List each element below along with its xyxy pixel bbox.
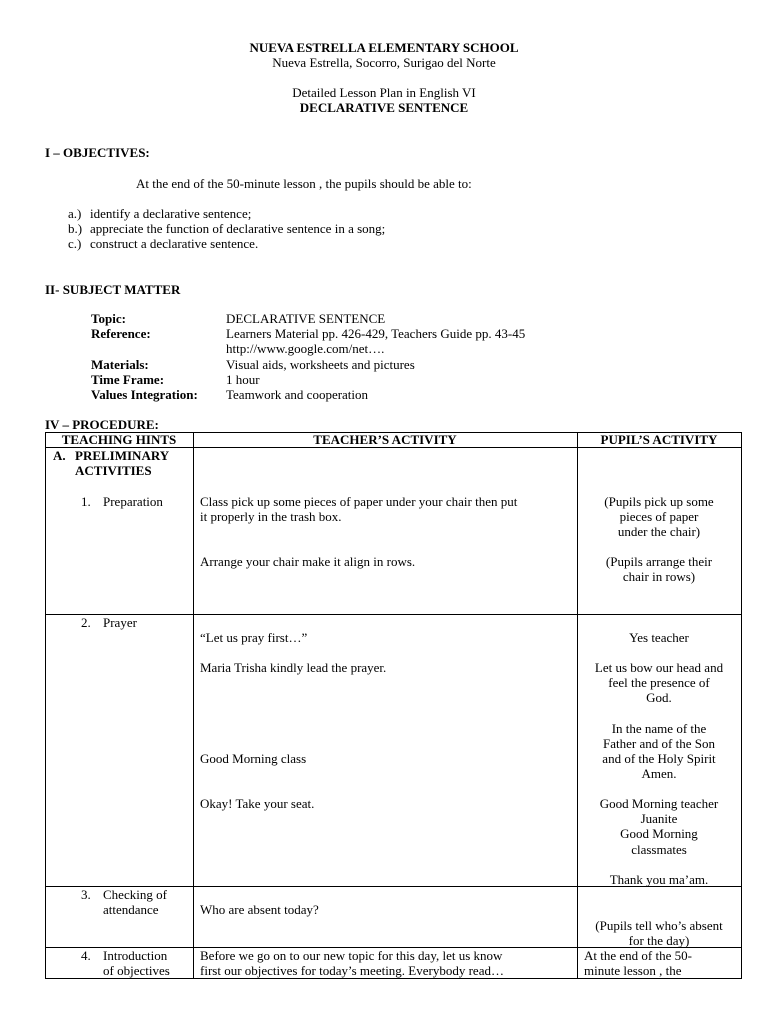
topic-value: DECLARATIVE SENTENCE [226,311,386,326]
pupil-arrange-line1: (Pupils arrange their [605,554,713,569]
hint-attendance-line2: attendance [103,902,159,917]
hint-number-3: 3. [81,887,91,902]
teacher-intro-line1: Before we go on to our new topic for this day, let us know [200,948,503,963]
pupil-prayer-bow-3: God. [646,690,672,705]
pupil-prayer-bow-1: Let us bow our head and [594,660,724,675]
values-integration-value: Teamwork and cooperation [226,387,369,402]
hint-prayer: Prayer [103,615,137,630]
table-border-left [45,432,46,979]
topic-label: Topic: [91,311,126,326]
pupil-greeting-2: Juanite [640,811,678,826]
pupil-attendance-line2: for the day) [628,933,690,948]
pupil-attendance-line1: (Pupils tell who’s absent [595,918,723,933]
pupil-intro-line2: minute lesson , the [584,963,682,978]
column-header-pupils-activity: PUPIL’S ACTIVITY [600,432,718,447]
hint-attendance-line1: Checking of [103,887,167,902]
pupil-greeting-4: classmates [631,842,687,857]
pupil-thank-you: Thank you ma’am. [609,872,709,887]
pupil-prayer-yes: Yes teacher [629,630,689,645]
pupil-prep-line1: (Pupils pick up some [604,494,714,509]
reference-value: Learners Material pp. 426-429, Teachers Guide pp. 43-45 [226,326,526,341]
objective-marker-b: b.) [68,221,83,236]
column-header-teaching-hints: TEACHING HINTS [61,432,177,447]
pupil-arrange-line2: chair in rows) [622,569,696,584]
teacher-intro-line2: first our objectives for today’s meeting. Everybody read… [200,963,504,978]
materials-label: Materials: [91,357,149,372]
teacher-prayer-line2: Maria Trisha kindly lead the prayer. [200,660,387,675]
section-a-marker: A. [53,448,66,463]
pupil-greeting-1: Good Morning teacher [599,796,719,811]
section-a-title-line1: PRELIMINARY [75,448,170,463]
objective-item-a: identify a declarative sentence; [90,206,252,221]
objective-marker-c: c.) [68,236,82,251]
procedure-heading: IV – PROCEDURE: [45,417,159,432]
objective-item-b: appreciate the function of declarative sentence in a song; [90,221,386,236]
table-border-right [741,432,742,979]
hint-number-1: 1. [81,494,91,509]
reference-url: http://www.google.com/net…. [226,341,385,356]
teacher-attendance: Who are absent today? [200,902,319,917]
time-frame-value: 1 hour [226,372,260,387]
teacher-prep-line1: Class pick up some pieces of paper under your chair then put [200,494,518,509]
objective-marker-a: a.) [68,206,82,221]
values-integration-label: Values Integration: [91,387,198,402]
school-name: NUEVA ESTRELLA ELEMENTARY SCHOOL [249,40,519,55]
pupil-prayer-name-1: In the name of the [611,721,707,736]
hint-number-4: 4. [81,948,91,963]
teacher-prayer-greeting: Good Morning class [200,751,307,766]
teacher-prayer-line1: “Let us pray first…” [200,630,308,645]
section-a-title-line2: ACTIVITIES [75,463,152,478]
lesson-title: DECLARATIVE SENTENCE [299,100,469,115]
teacher-prep-arrange: Arrange your chair make it align in rows. [200,554,416,569]
pupil-prep-line3: under the chair) [617,524,701,539]
hint-intro-line2: of objectives [103,963,170,978]
table-row-rule-1 [45,614,742,615]
table-border-bottom [45,978,742,979]
pupil-prayer-name-2: Father and of the Son [603,736,715,751]
pupil-prayer-name-4: Amen. [641,766,677,781]
pupil-prayer-bow-2: feel the presence of [608,675,710,690]
teacher-prayer-seat: Okay! Take your seat. [200,796,315,811]
pupil-prayer-name-3: and of the Holy Spirit [602,751,716,766]
column-header-teachers-activity: TEACHER’S ACTIVITY [313,432,457,447]
subject-matter-heading: II- SUBJECT MATTER [45,282,181,297]
time-frame-label: Time Frame: [91,372,165,387]
objectives-heading: I – OBJECTIVES: [45,145,150,160]
hint-intro-line1: Introduction [103,948,168,963]
materials-value: Visual aids, worksheets and pictures [226,357,415,372]
teacher-prep-line2: it properly in the trash box. [200,509,342,524]
pupil-greeting-3: Good Morning [620,826,698,841]
plan-title: Detailed Lesson Plan in English VI [292,85,476,100]
reference-label: Reference: [91,326,151,341]
hint-preparation: Preparation [103,494,163,509]
school-address: Nueva Estrella, Socorro, Surigao del Norte [272,55,496,70]
hint-number-2: 2. [81,615,91,630]
objective-item-c: construct a declarative sentence. [90,236,259,251]
pupil-intro-line1: At the end of the 50- [584,948,692,963]
objectives-intro: At the end of the 50-minute lesson , the pupils should be able to: [136,176,472,191]
table-col-divider-1 [193,432,194,979]
pupil-prep-line2: pieces of paper [619,509,699,524]
